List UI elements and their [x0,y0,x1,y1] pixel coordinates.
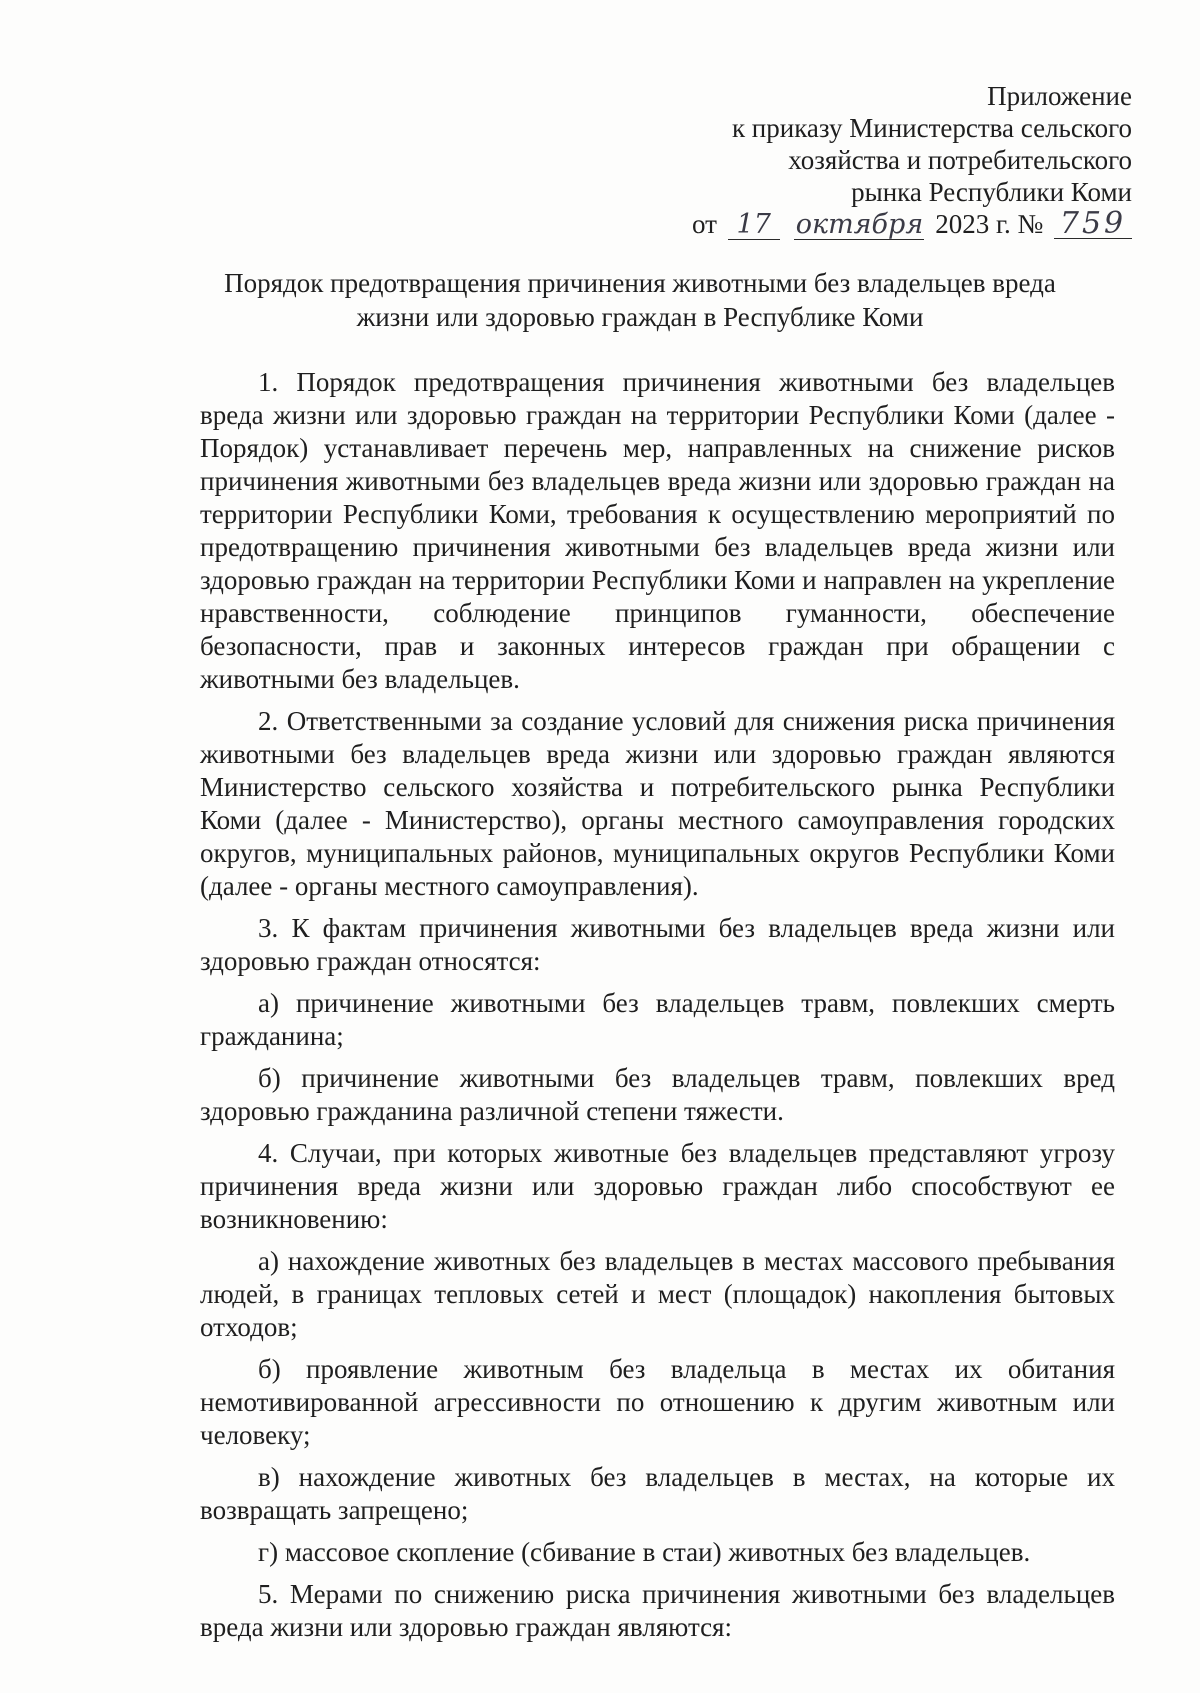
appendix-ministry-line: хозяйства и потребительского [788,145,1132,175]
handwritten-month: октября [795,209,924,240]
paragraph-5: 5. Мерами по снижению риска причинения животными без владельцев вреда жизни или здоровью граждан являются: [200,1579,1115,1642]
handwritten-order-number: 759 [1054,210,1132,239]
document-title [200,266,1080,334]
date-year-label: 2023 г. № [935,209,1044,239]
appendix-region-line: рынка Республики Коми [851,177,1132,207]
paragraph-2: 2. Ответственными за создание условий для снижения риска причинения животными без владельцев вреда жизни или здоровью граждан являются Министерство сельского хозяйства и потребительского рынка Республики Коми (далее - Министерство), органы местного самоуправления городских округов, муниципальных районов, муниципальных округов Республики Коми (далее - органы местного самоуправления). [200,706,1115,901]
paragraph-4d: г) массовое скопление (сбивание в стаи) животных без владельцев. [258,1537,1031,1567]
paragraph-4c: в) нахождение животных без владельцев в местах, на которые их возвращать запрещено; [200,1462,1115,1525]
paragraph-4b: б) проявление животным без владельца в местах их обитания немотивированной агрессивности по отношению к другим животным или человеку; [200,1354,1115,1450]
paragraph-3a: а) причинение животными без владельцев травм, повлекших смерть гражданина; [200,988,1115,1051]
document-body [200,366,1115,1653]
paragraph-1: 1. Порядок предотвращения причинения животными без владельцев вреда жизни или здоровью граждан на территории Республики Коми (далее - Порядок) устанавливает перечень мер, направленных на снижение рисков причинения животными без владельцев вреда жизни или здоровью граждан на территории Республики Коми, требования к осуществлению мероприятий по предотвращению причинения животными без владельцев вреда жизни или здоровью граждан на территории Республики Коми и направлен на укрепление нравственности, соблюдение принципов гуманности, обеспечение безопасности, прав и законных интересов граждан при обращении с животными без владельцев. [200,367,1115,694]
appendix-order-line: к приказу Министерства сельского [731,113,1132,143]
paragraph-3b: б) причинение животными без владельцев травм, повлекших вред здоровью гражданина различной степени тяжести. [200,1063,1115,1126]
paragraph-3: 3. К фактам причинения животными без владельцев вреда жизни или здоровью граждан относятся: [200,913,1115,976]
appendix-date-line [572,208,1132,240]
title-line-1: Порядок предотвращения причинения животными без владельцев вреда [224,268,1056,298]
paragraph-4a: а) нахождение животных без владельцев в местах массового пребывания людей, в границах тепловых сетей и мест (площадок) накопления бытовых отходов; [200,1246,1115,1342]
handwritten-day: 17 [728,211,780,240]
date-prefix: от [692,209,717,239]
paragraph-4: 4. Случаи, при которых животные без владельцев представляют угрозу причинения вреда жизни или здоровью граждан либо способствуют ее возникновению: [200,1138,1115,1234]
title-line-2: жизни или здоровью граждан в Республике Коми [356,302,924,332]
appendix-header [572,80,1132,240]
appendix-label: Приложение [987,81,1132,111]
